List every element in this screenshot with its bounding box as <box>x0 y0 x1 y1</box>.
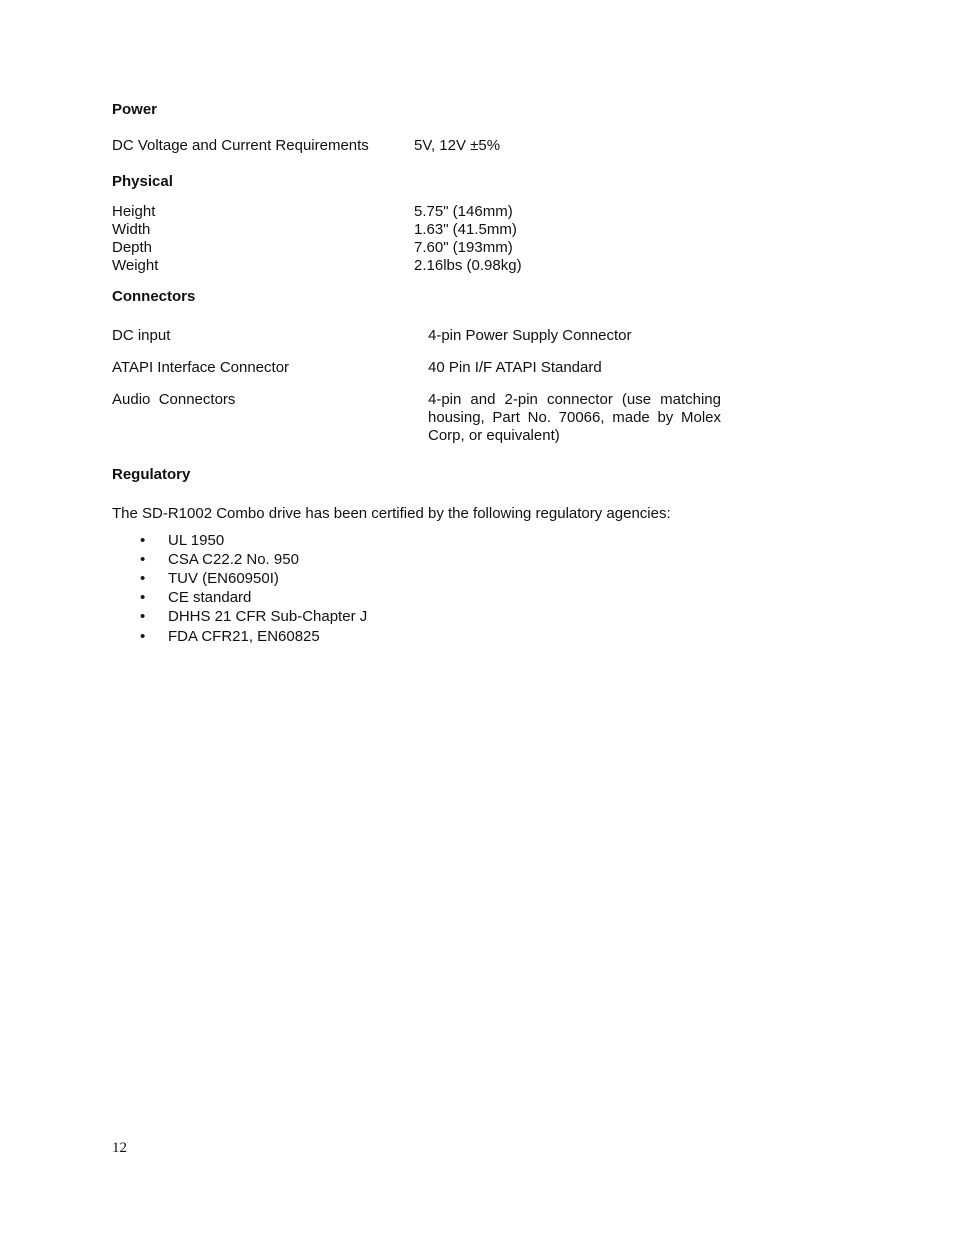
power-value: 5V, 12V ±5% <box>414 137 501 154</box>
physical-label-height: Height <box>112 203 156 220</box>
physical-label-width: Width <box>112 221 151 238</box>
physical-value-weight: 2.16lbs (0.98kg) <box>414 257 522 274</box>
bullet-icon: • <box>140 570 146 587</box>
connector-label-dc-input: DC input <box>112 327 171 344</box>
bullet-icon: • <box>140 608 146 625</box>
bullet-icon: • <box>140 589 146 606</box>
list-item-text: CSA C22.2 No. 950 <box>168 551 299 568</box>
page-number: 12 <box>112 1140 127 1156</box>
regulatory-heading: Regulatory <box>112 466 191 483</box>
power-heading: Power <box>112 101 158 118</box>
connector-value-dc-input: 4-pin Power Supply Connector <box>428 327 632 344</box>
connectors-heading: Connectors <box>112 288 196 305</box>
list-item-text: TUV (EN60950I) <box>168 570 279 587</box>
list-item-text: CE standard <box>168 589 252 606</box>
physical-label-depth: Depth <box>112 239 153 256</box>
list-item-text: FDA CFR21, EN60825 <box>168 628 320 645</box>
physical-heading: Physical <box>112 173 173 190</box>
connector-value-audio: 4-pin and 2-pin connector (use matching housing, Part No. 70066, made by Molex Corp, or equivalent) <box>428 391 721 444</box>
bullet-icon: • <box>140 551 146 568</box>
physical-value-height: 5.75" (146mm) <box>414 203 513 220</box>
power-label: DC Voltage and Current Requirements <box>112 137 369 154</box>
bullet-icon: • <box>140 532 146 549</box>
physical-value-depth: 7.60" (193mm) <box>414 239 513 256</box>
list-item-text: DHHS 21 CFR Sub-Chapter J <box>168 608 368 625</box>
list-item-text: UL 1950 <box>168 532 225 549</box>
connector-label-audio: Audio Connectors <box>112 391 236 408</box>
bullet-icon: • <box>140 628 146 645</box>
physical-label-weight: Weight <box>112 257 159 274</box>
connector-value-atapi: 40 Pin I/F ATAPI Standard <box>428 359 602 376</box>
regulatory-intro: The SD-R1002 Combo drive has been certified by the following regulatory agencies: <box>112 505 671 522</box>
physical-value-width: 1.63" (41.5mm) <box>414 221 517 238</box>
connector-label-atapi: ATAPI Interface Connector <box>112 359 290 376</box>
